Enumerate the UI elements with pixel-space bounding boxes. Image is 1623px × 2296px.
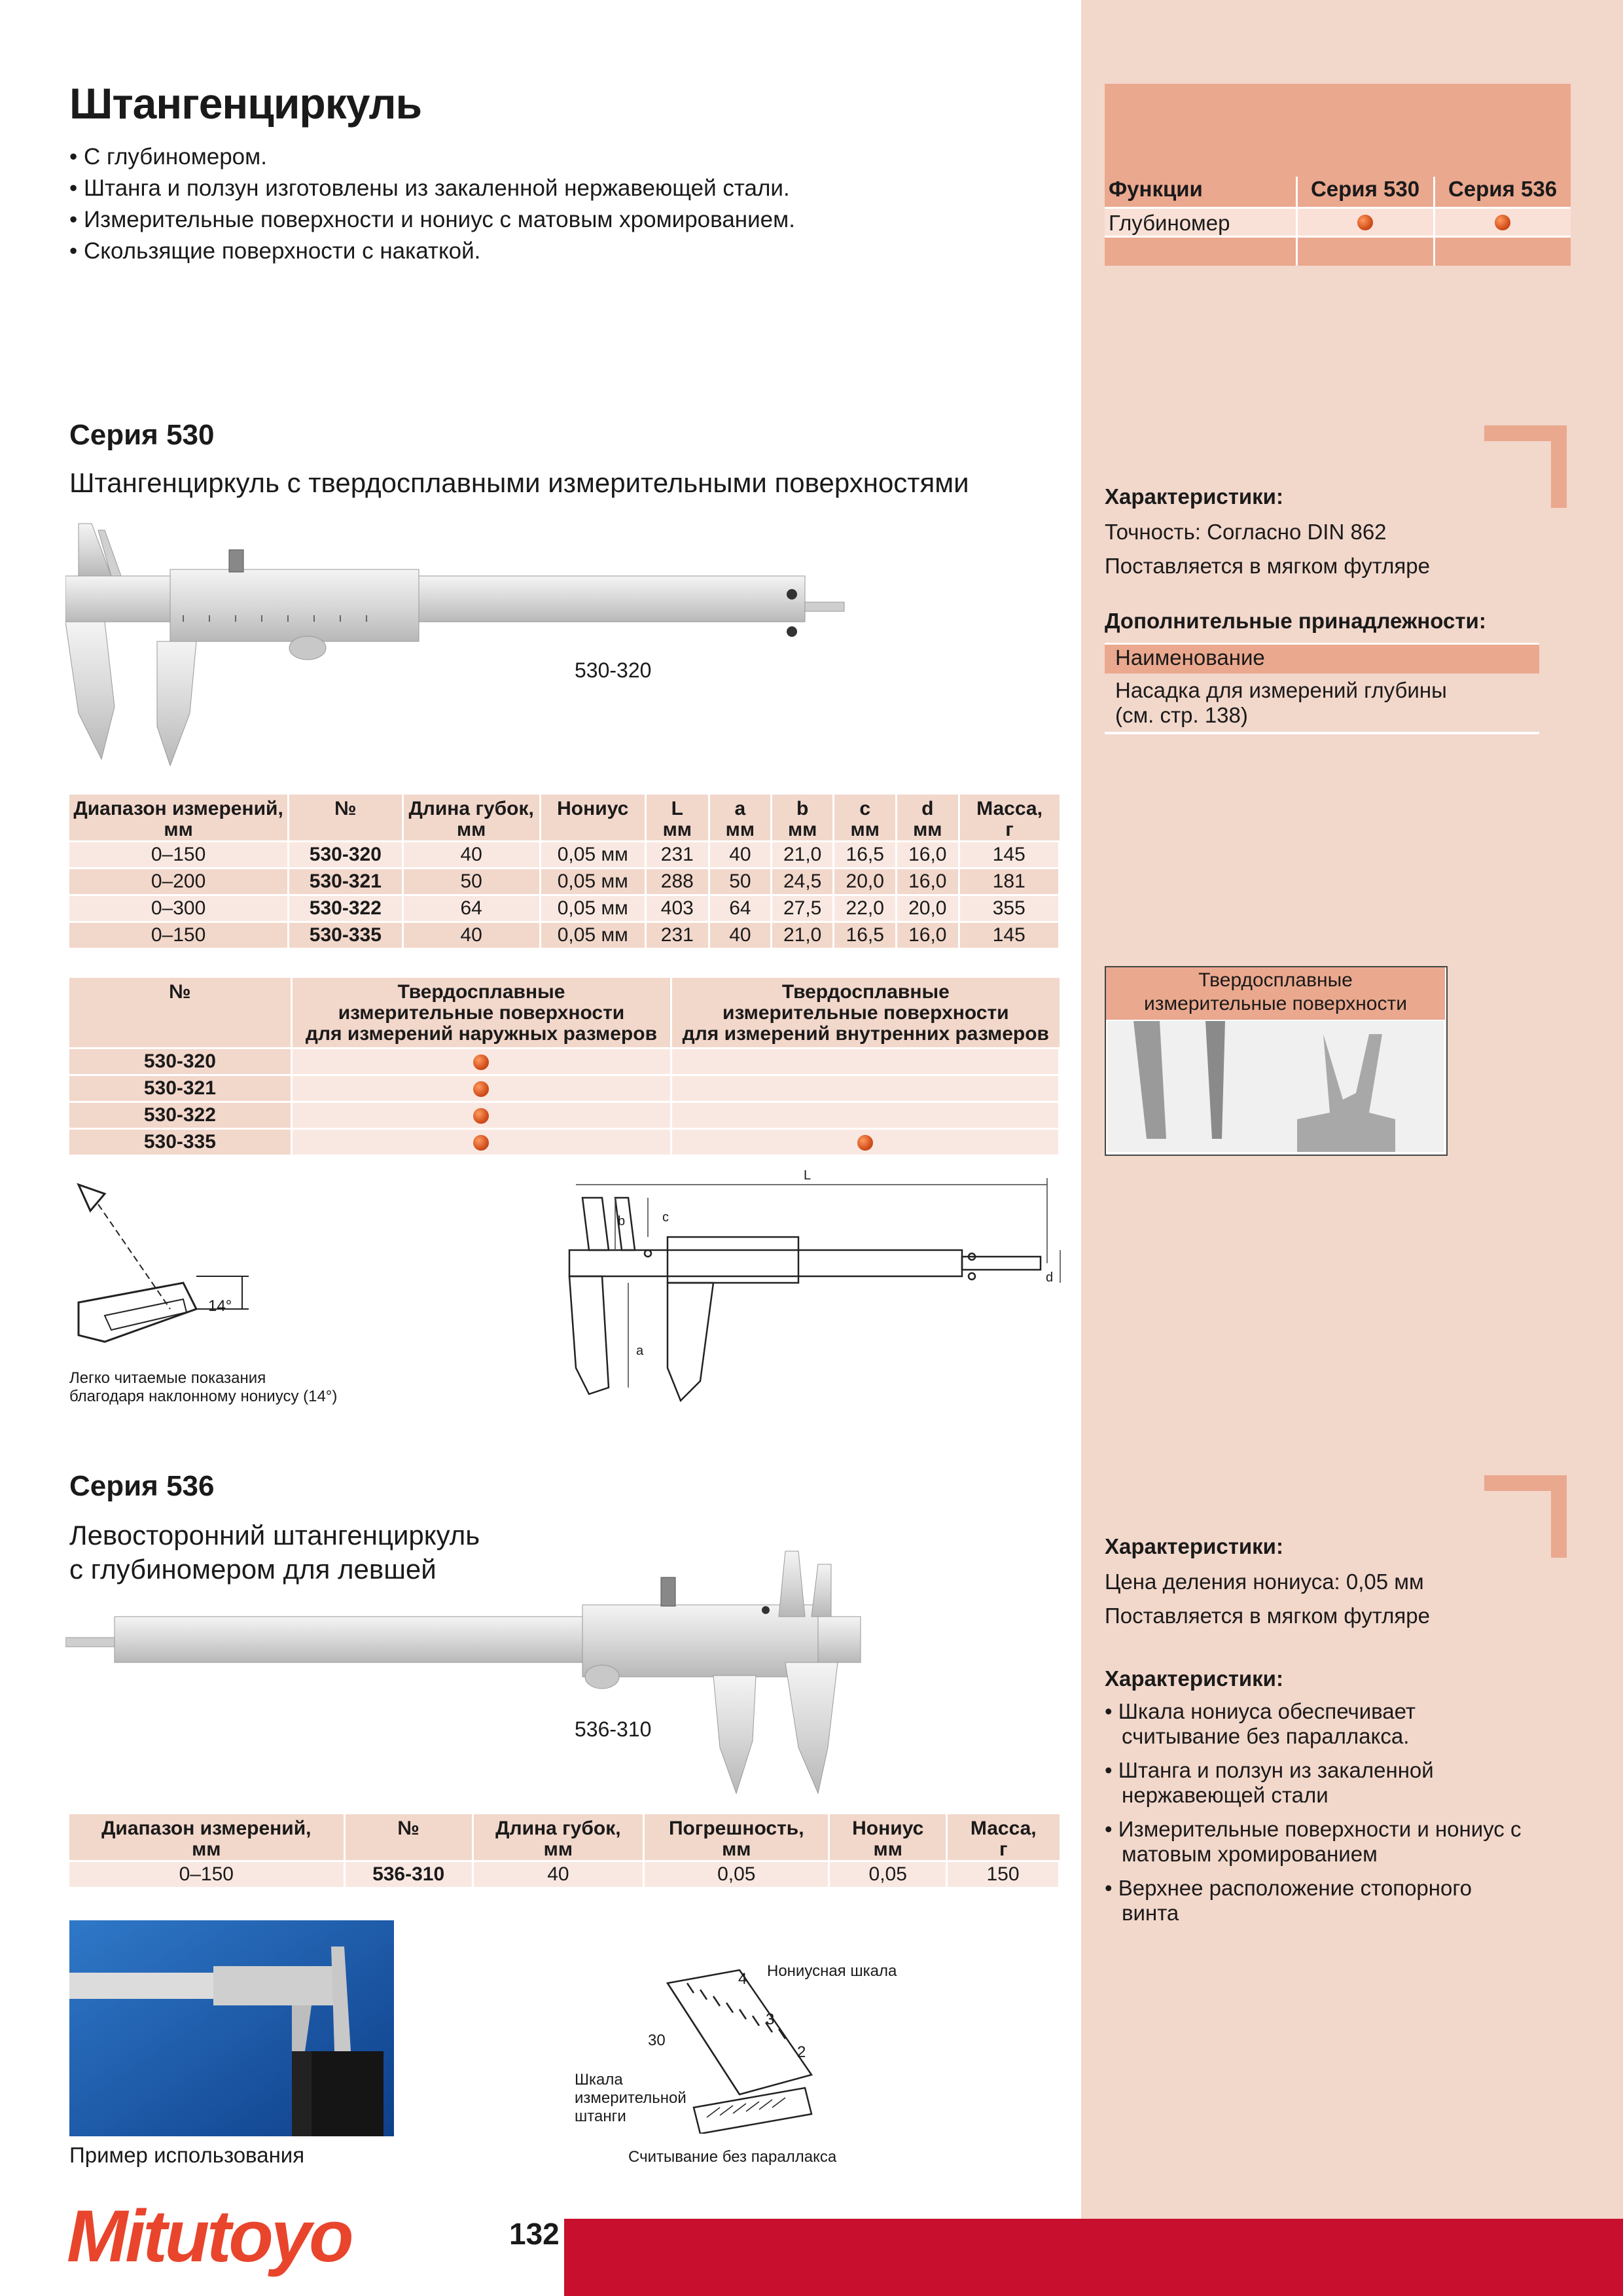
angle-label: 14°: [208, 1297, 232, 1315]
column-header: Масса, г: [959, 795, 1059, 842]
carbide-jaw-photo: [1107, 1021, 1444, 1152]
column-header: c мм: [834, 795, 897, 842]
carbide-table-530: [69, 978, 1060, 1155]
column-header: №: [289, 795, 402, 842]
parallax-caption: Считывание без параллакса: [628, 2148, 837, 2166]
functions-row-label: Глубиномер: [1109, 211, 1230, 235]
brand-logo: Mitutoyo: [67, 2195, 351, 2277]
functions-header: Серия 530: [1310, 177, 1420, 201]
char2-item: • Измерительные поверхности и нониус с матовым хромированием: [1105, 1817, 1530, 1867]
photo-label-530: 530-320: [575, 658, 652, 682]
table-row: 530-320: [69, 1049, 1060, 1075]
feature-item: • Измерительные поверхности и нониус с матовым хромированием.: [69, 204, 795, 236]
table-row: 0–150 530-320 40 0,05 мм 231 40 21,0 16,5 16,0 145: [69, 842, 1060, 869]
column-header: Диапазон измерений, мм: [69, 795, 289, 842]
usage-photo: [69, 1920, 394, 2136]
series-530-subtitle: Штангенциркуль с твердосплавными измерительными поверхностями: [69, 467, 969, 498]
functions-header: Функции: [1109, 177, 1203, 201]
mark-dot: [1495, 215, 1510, 230]
column-header: Погрешность, мм: [644, 1814, 829, 1861]
series-536-subtitle: Левосторонний штангенциркуль с глубиномером для левшей: [69, 1520, 480, 1585]
table-header-row: [69, 795, 1060, 842]
table-divider: [1105, 207, 1571, 209]
mark-dot: [473, 1108, 489, 1124]
vernier-angle-diagram: [65, 1178, 275, 1361]
page-number: 132: [509, 2217, 560, 2251]
table-row: 530-321: [69, 1075, 1060, 1102]
column-header: Длина губок, мм: [402, 795, 540, 842]
column-header: Нониус: [540, 795, 645, 842]
column-header: Масса, г: [947, 1814, 1060, 1861]
mark-dot: [473, 1135, 489, 1151]
column-header: d мм: [897, 795, 959, 842]
dim-label-b: b: [618, 1214, 626, 1229]
usage-caption: Пример использования: [69, 2143, 305, 2167]
dim-label-c: c: [662, 1210, 669, 1225]
vernier-scale-label: Нониусная шкала: [767, 1962, 897, 1980]
column-header: №: [344, 1814, 473, 1861]
table-row: 0–300 530-322 64 0,05 мм 403 64 27,5 22,0 20,0 355: [69, 895, 1060, 922]
table-row: 530-322: [69, 1102, 1060, 1129]
char2-item: • Верхнее расположение стопорного винта: [1105, 1876, 1530, 1926]
caliper-530-photo: [65, 517, 851, 766]
page-title: Штангенциркуль: [69, 79, 422, 128]
accessories-header-label: Наименование: [1115, 645, 1265, 670]
char-line: Поставляется в мягком футляре: [1105, 1604, 1430, 1628]
feature-item: • С глубиномером.: [69, 141, 795, 173]
char-line: Поставляется в мягком футляре: [1105, 554, 1430, 578]
functions-header: Серия 536: [1448, 177, 1558, 201]
series-536-title: Серия 536: [69, 1470, 215, 1502]
char2-item: • Штанга и ползун из закаленной нержавеющей стали: [1105, 1758, 1530, 1808]
table-header-row: [69, 1814, 1060, 1861]
dim-label-d: d: [1046, 1270, 1054, 1285]
caliper-dimension-drawing: [563, 1172, 1073, 1414]
char-line: Точность: Согласно DIN 862: [1105, 520, 1387, 544]
column-header: L мм: [645, 795, 709, 842]
spec-table-530: [69, 795, 1060, 948]
scale-number: 3: [766, 2011, 775, 2028]
scale-number: 30: [648, 2032, 666, 2049]
char2-list: [1105, 1699, 1530, 1935]
column-header: Твердосплавные измерительные поверхности для измерений наружных размеров: [291, 978, 671, 1049]
column-header: Твердосплавные измерительные поверхности для измерений внутренних размеров: [671, 978, 1060, 1049]
table-divider: [1105, 236, 1571, 238]
dim-label-L: L: [804, 1168, 812, 1183]
accessories-item: Насадка для измерений глубины (см. стр. 138): [1115, 678, 1447, 727]
photo-label-536: 536-310: [575, 1717, 652, 1741]
carbide-box-title: Твердосплавные измерительные поверхности: [1144, 969, 1407, 1014]
spec-table-536: [69, 1814, 1060, 1887]
table-row: 0–150 530-335 40 0,05 мм 231 40 21,0 16,5 16,0 145: [69, 922, 1060, 948]
angle-caption: Легко читаемые показания благодаря наклонному нониусу (14°): [69, 1369, 338, 1405]
mark-dot: [473, 1081, 489, 1097]
mark-dot: [1357, 215, 1373, 230]
column-header: №: [69, 978, 291, 1049]
feature-item: • Скользящие поверхности с накаткой.: [69, 236, 795, 267]
corner-marker: [1484, 425, 1567, 508]
table-row: 530-335: [69, 1129, 1060, 1155]
column-header: Диапазон измерений, мм: [69, 1814, 344, 1861]
caliper-536-photo: [65, 1545, 864, 1800]
char-line: Цена деления нониуса: 0,05 мм: [1105, 1570, 1424, 1594]
char-heading-530: Характеристики:: [1105, 484, 1283, 509]
table-row: 0–200 530-321 50 0,05 мм 288 50 24,5 20,0 16,0 181: [69, 869, 1060, 895]
char2-item: • Шкала нониуса обеспечивает считывание без параллакса.: [1105, 1699, 1530, 1749]
table-header-row: [69, 978, 1060, 1049]
column-header: Длина губок, мм: [473, 1814, 643, 1861]
feature-item: • Штанга и ползун изготовлены из закаленной нержавеющей стали.: [69, 173, 795, 204]
functions-row-bg2: [1105, 237, 1571, 266]
column-header: b мм: [771, 795, 834, 842]
main-scale-label: Шкала измерительной штанги: [575, 2071, 687, 2125]
scale-number: 2: [797, 2043, 806, 2061]
table-divider: [1105, 732, 1539, 734]
char2-heading-536: Характеристики:: [1105, 1666, 1283, 1691]
footer-bar: [564, 2219, 1623, 2296]
corner-marker: [1484, 1475, 1567, 1558]
column-header: Нониус мм: [829, 1814, 947, 1861]
mark-dot: [857, 1135, 873, 1151]
accessories-heading: Дополнительные принадлежности:: [1105, 609, 1486, 633]
table-row: 0–150 536-310 40 0,05 0,05 150: [69, 1861, 1060, 1888]
dim-label-a: a: [636, 1344, 644, 1358]
mark-dot: [473, 1054, 489, 1070]
feature-list: [69, 141, 795, 267]
column-header: a мм: [709, 795, 771, 842]
scale-number: 4: [738, 1970, 747, 1988]
series-530-title: Серия 530: [69, 419, 215, 451]
char-heading-536: Характеристики:: [1105, 1534, 1283, 1558]
